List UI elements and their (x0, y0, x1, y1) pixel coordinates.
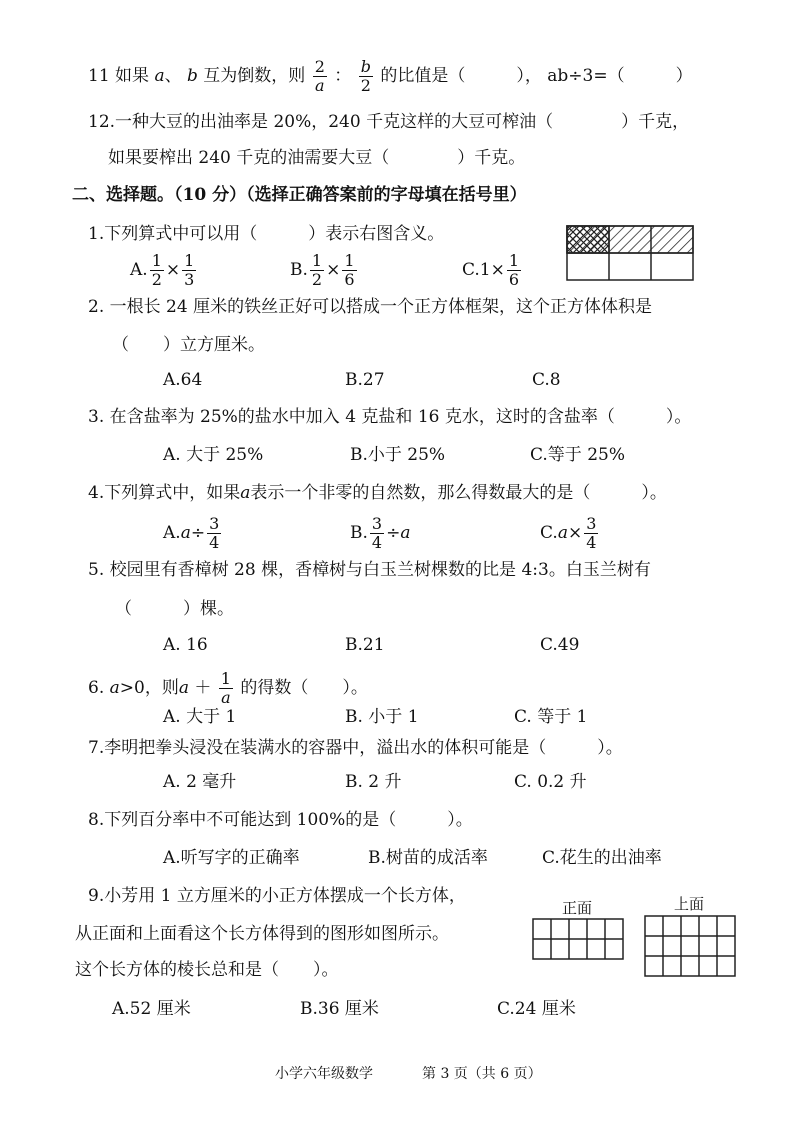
q11-number: 11 (88, 66, 110, 86)
choice-8-option-b: B.树苗的成活率 (368, 848, 488, 868)
fraction-2-over-a: $\frac{2}{a}$ (314, 57, 325, 95)
choice-1-option-a: A. $\frac{1}{2}$ × $\frac{1}{3}$ (130, 251, 195, 289)
choice-1-option-c: C.1× $\frac{1}{6}$ (462, 251, 520, 289)
choice-5-option-a: A. 16 (163, 635, 208, 655)
q11-text3: 的比值是（ ）， (380, 66, 542, 86)
front-view-label: 正面 (562, 899, 593, 917)
choice-4-stem: 4.下列算式中，如果a表示一个非零的自然数，那么得数最大的是（ ）。 (88, 483, 667, 503)
choice-7-option-c: C. 0.2 升 (514, 772, 587, 792)
choice-7-stem: 7.李明把拳头浸没在装满水的容器中，溢出水的体积可能是（ ）。 (88, 738, 623, 758)
footer-page-number: 第 3 页（共 6 页） (422, 1066, 542, 1082)
top-view-label: 上面 (674, 895, 705, 913)
var-a: a (154, 66, 165, 86)
choice-3-stem: 3. 在含盐率为 25%的盐水中加入 4 克盐和 16 克水，这时的含盐率（ ）。 (88, 407, 692, 427)
choice-7-option-a: A. 2 毫升 (163, 772, 237, 792)
choice-2-option-b: B.27 (345, 370, 385, 390)
question-12-line1: 12.一种大豆的出油率是 20%，240 千克这样的大豆可榨油（ ）千克， (88, 112, 690, 132)
choice-8-stem: 8.下列百分率中不可能达到 100%的是（ ）。 (88, 810, 473, 830)
choice-5-line2: （ ）棵。 (115, 599, 234, 619)
choice-9-option-a: A.52 厘米 (112, 999, 191, 1019)
choice-9-option-c: C.24 厘米 (497, 999, 576, 1019)
var-b: b (187, 66, 198, 86)
question-12-line2: 如果要榨出 240 千克的油需要大豆（ ）千克。 (108, 148, 526, 168)
choice-3-option-b: B.小于 25% (350, 445, 446, 465)
choice-6-option-c: C. 等于 1 (514, 707, 588, 727)
q11-expr: ab÷3=（ ） (547, 66, 693, 86)
choice-8-option-c: C.花生的出油率 (542, 848, 662, 868)
ratio-colon: ： (334, 66, 352, 86)
choice-6-stem: 6. a>0，则a ＋ $\frac{1}{a}$ 的得数（ ）。 (88, 669, 368, 707)
choice-6-option-b: B. 小于 1 (345, 707, 419, 727)
choice-9-line1: 9.小芳用 1 立方厘米的小正方体摆成一个长方体， (88, 886, 466, 906)
q11-text: 如果 (115, 66, 150, 86)
choice-3-option-c: C.等于 25% (530, 445, 625, 465)
fraction-b-over-2: $\frac{b}{2}$ (360, 57, 371, 95)
choice-9-option-b: B.36 厘米 (300, 999, 379, 1019)
choice-2-line1: 2. 一根长 24 厘米的铁丝正好可以搭成一个正方体框架，这个正方体体积是 (88, 297, 653, 317)
choice-4-option-b: B. $\frac{3}{4}$ ÷a (350, 514, 411, 552)
choice-5-option-b: B.21 (345, 635, 385, 655)
choice-3-option-a: A. 大于 25% (163, 445, 264, 465)
question-11 (88, 58, 693, 95)
choice-4-option-c: C.a× $\frac{3}{4}$ (540, 514, 597, 552)
choice-4-option-a: A.a÷ $\frac{3}{4}$ (163, 514, 220, 552)
top-view-grid (644, 915, 736, 977)
choice-9-line3: 这个长方体的棱长总和是（ ）。 (75, 960, 339, 980)
q11-text2: 互为倒数，则 (203, 66, 306, 86)
choice-8-option-a: A.听写字的正确率 (163, 848, 300, 868)
front-view-grid (532, 918, 624, 960)
choice-2-option-c: C.8 (532, 370, 561, 390)
choice-7-option-b: B. 2 升 (345, 772, 402, 792)
choice-1-stem: 1.下列算式中可以用（ ）表示右图含义。 (88, 224, 445, 244)
section-2-title: 二、选择题。（10 分）（选择正确答案前的字母填在括号里） (72, 185, 527, 205)
q11-sep: 、 (164, 66, 182, 86)
footer-subject: 小学六年级数学 (275, 1066, 373, 1082)
choice-2-option-a: A.64 (163, 370, 203, 390)
choice-6-option-a: A. 大于 1 (163, 707, 237, 727)
choice-2-line2: （ ）立方厘米。 (112, 335, 265, 355)
fraction-diagram (566, 225, 694, 281)
choice-5-option-c: C.49 (540, 635, 580, 655)
choice-9-line2: 从正面和上面看这个长方体得到的图形如图所示。 (75, 924, 449, 944)
choice-5-line1: 5. 校园里有香樟树 28 棵，香樟树与白玉兰树棵数的比是 4:3。白玉兰树有 (88, 560, 651, 580)
choice-1-option-b: B. $\frac{1}{2}$ × $\frac{1}{6}$ (290, 251, 355, 289)
